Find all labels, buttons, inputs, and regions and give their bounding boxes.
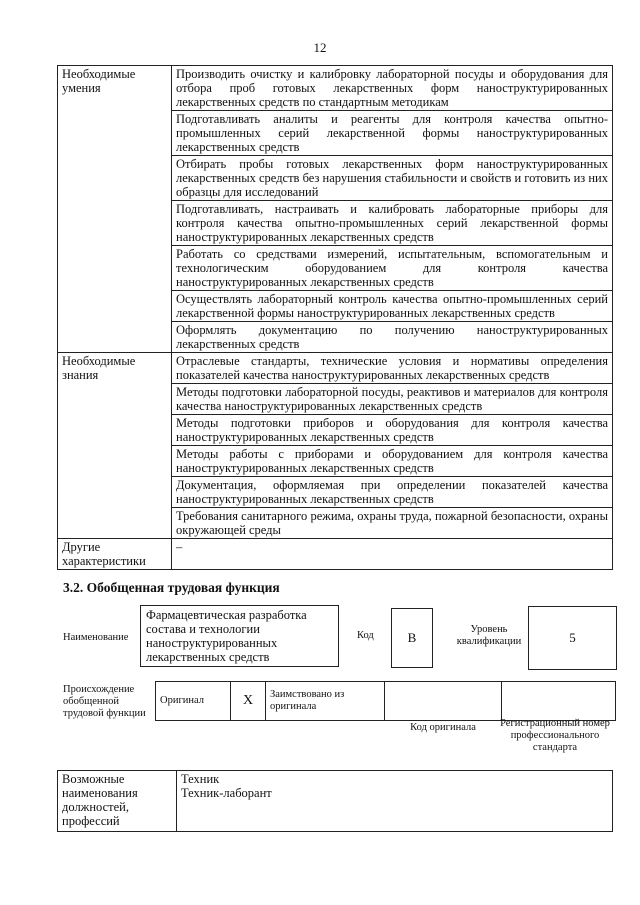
position-item: Техник-лаборант (181, 786, 272, 800)
other-value: – (172, 539, 613, 570)
original-code-cell (385, 682, 502, 721)
positions-table (57, 770, 613, 832)
positions-header: Возможные наименования должностей, профессий (58, 771, 177, 832)
table-row (58, 771, 613, 832)
section-title: 3.2. Обобщенная трудовая функция (63, 580, 280, 595)
positions-list (177, 771, 613, 832)
borrowed-label: Заимствовано из оригинала (266, 682, 385, 721)
code-label: Код (357, 630, 374, 641)
other-header: Другие характеристики (58, 539, 172, 570)
knowledge-item: Документация, оформляемая при определении показателей качества наноструктурированных лекарственных средств (172, 477, 613, 508)
knowledge-item: Методы работы с приборами и оборудованием для контроля качества наноструктурированных лекарственных средств (172, 446, 613, 477)
knowledge-item: Требования санитарного режима, охраны труда, пожарной безопасности, охраны окружающей среды (172, 508, 613, 539)
table-row (58, 539, 613, 570)
skill-item: Осуществлять лабораторный контроль качества опытно-промышленных серий лекарственной формы наноструктурированных лекарственных средств (172, 291, 613, 322)
table-row (156, 682, 616, 721)
function-name-value: Фармацевтическая разработка состава и технологии наноструктурированных лекарственных средств (140, 605, 339, 667)
skill-item: Производить очистку и калибровку лабораторной посуды и оборудования для отбора проб готовых лекарственных форм наноструктурированных лекарственных средств по стандартным методикам (172, 66, 613, 111)
level-label: Уровень квалификации (456, 624, 522, 647)
original-label: Оригинал (156, 682, 231, 721)
table-row (58, 66, 613, 111)
code-value: B (391, 608, 433, 668)
page-number: 12 (313, 40, 327, 55)
skill-item: Работать со средствами измерений, испытательным, вспомогательным и технологическим оборудованием для контроля качества наноструктурированных лекарственных средств (172, 246, 613, 291)
name-label: Наименование (63, 632, 129, 643)
original-mark: X (231, 682, 266, 721)
registration-number-cell (502, 682, 616, 721)
knowledge-item: Методы подготовки лабораторной посуды, реактивов и материалов для контроля качества наноструктурированных лекарственных средств (172, 384, 613, 415)
skills-header: Необходимые умения (58, 66, 172, 353)
level-value: 5 (528, 606, 617, 670)
origin-table (155, 681, 616, 721)
knowledge-header: Необходимые знания (58, 353, 172, 539)
knowledge-item: Методы подготовки приборов и оборудования для контроля качества наноструктурированных лекарственных средств (172, 415, 613, 446)
skill-item: Подготавливать, настраивать и калибровать лабораторные приборы для контроля качества опытно-промышленных серий лекарственной формы наноструктурированных лекарственных средств (172, 201, 613, 246)
skill-item: Подготавливать аналиты и реагенты для контроля качества опытно-промышленных серий лекарственной формы наноструктурированных лекарственных средств (172, 111, 613, 156)
skill-item: Отбирать пробы готовых лекарственных форм наноструктурированных лекарственных средств без нарушения стабильности и свойств и готовить из них образцы для исследований (172, 156, 613, 201)
knowledge-item: Отраслевые стандарты, технические условия и нормативы определения показателей качества наноструктурированных лекарственных средств (172, 353, 613, 384)
requirements-table (57, 65, 613, 570)
origin-label: Происхождение обобщенной трудовой функции (63, 684, 146, 719)
skill-item: Оформлять документацию по получению наноструктурированных лекарственных средств (172, 322, 613, 353)
code-caption: Код оригинала (410, 722, 476, 733)
reg-caption: Регистрационный номер профессионального стандарта (500, 718, 610, 753)
position-item: Техник (181, 772, 220, 786)
table-row (58, 353, 613, 384)
